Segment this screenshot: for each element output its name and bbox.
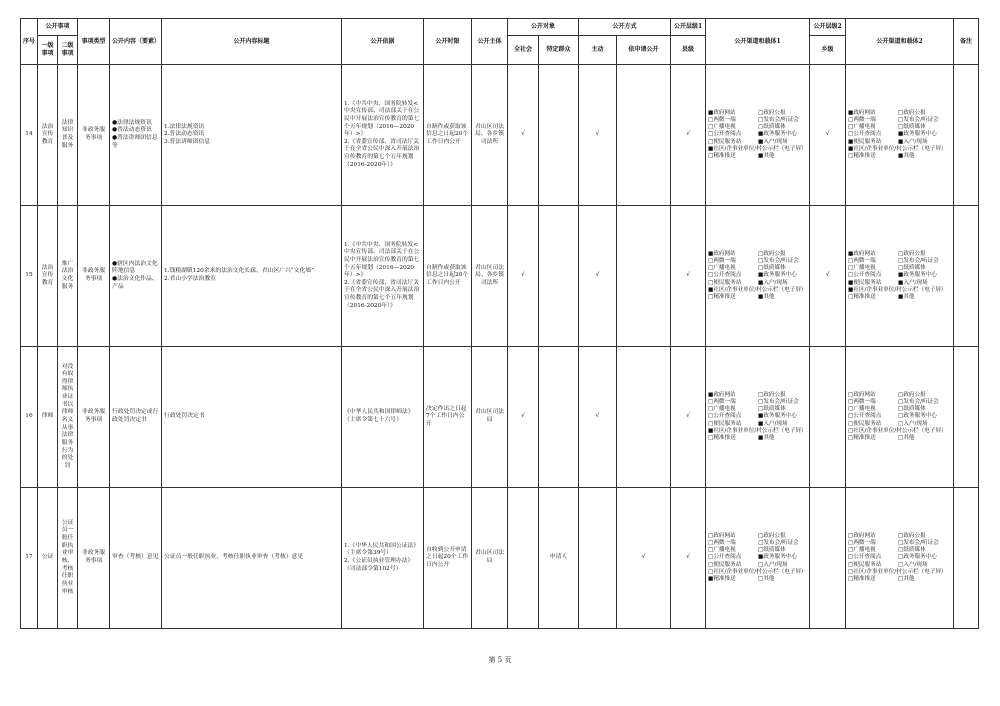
cell-channel2	[846, 488, 954, 629]
channel-line	[848, 554, 951, 561]
channel-line	[708, 576, 807, 583]
channel-option: □政府网站	[848, 532, 876, 539]
channel-option: □政府公报	[898, 109, 926, 116]
cell-basis-line: 1.《中华人民共和国公证法》（主席令第39号）	[344, 542, 420, 557]
cell-content-line: ●辖区内法治文化阵地信息	[112, 260, 158, 275]
channel-option: ■政府网站	[708, 391, 736, 398]
cell-township	[810, 347, 846, 488]
cell-channel2	[846, 347, 954, 488]
channel-option: ■入户/现场	[898, 138, 928, 145]
table-body	[21, 65, 979, 629]
cell-type: 非政务服务事项	[78, 65, 110, 206]
cell-active	[579, 488, 617, 629]
channel-option: □公开查阅点	[708, 272, 742, 279]
cell-active: √	[579, 206, 617, 347]
cell-township: √	[810, 206, 846, 347]
channel-option: ■入户/现场	[898, 279, 928, 286]
cell-basis-line: 2.《省委宣传部、省司法厅关于在全省公民中深入开展法治宣传教育的第七个五年规划（2016-2020年）》	[344, 138, 420, 168]
table-row	[21, 488, 979, 629]
channel-option: ■社区/企事业单位/村公示栏（电子屏）	[708, 145, 807, 152]
channel-line	[848, 392, 951, 399]
cell-county: √	[671, 347, 706, 488]
cell-level1: 法治宣传教育	[38, 65, 58, 206]
channel-line	[848, 110, 951, 117]
cell-specific	[539, 65, 579, 206]
header-type: 事项类型	[78, 19, 110, 65]
channel-option: □两微一端	[848, 257, 876, 264]
channel-line	[848, 435, 951, 442]
channel-option: □纸质媒体	[898, 124, 926, 131]
header-on-request: 依申请公开	[617, 36, 671, 65]
channel-option: □精准推送	[848, 435, 876, 442]
channel-line	[708, 139, 807, 146]
header-content: 公开内容（要素）	[110, 19, 162, 65]
channel-option: □政府公报	[758, 532, 786, 539]
cell-title-line: 1.钱粮湖镇120余米的法治文化长廊、君山区广兴“文化墙”	[164, 268, 315, 275]
cell-channel1	[706, 206, 810, 347]
header-channel1: 公开渠道和载体1	[706, 19, 810, 65]
channel-option: ■入户/现场	[758, 420, 788, 427]
channel-option: □政府公报	[758, 391, 786, 398]
cell-time: 自收到公开申请之日起20个工作日内公开	[424, 488, 472, 629]
channel-option: □政府网站	[708, 532, 736, 539]
channel-line	[708, 110, 807, 117]
channel-line	[848, 139, 951, 146]
channel-option: ■政府网站	[708, 250, 736, 257]
channel-line	[848, 280, 951, 287]
cell-level1: 律师	[38, 347, 58, 488]
channel-line	[708, 272, 807, 279]
channel-option: ■政务服务中心	[758, 554, 797, 561]
cell-content	[110, 347, 162, 488]
cell-type: 非政务服务事项	[78, 206, 110, 347]
cell-on-request	[617, 65, 671, 206]
cell-content-line: 行政处罚决定或行政处罚决定书	[112, 409, 159, 423]
cell-all-society	[508, 488, 539, 629]
cell-time: 自制作或获取该信息之日起20个工作日内公开	[424, 206, 472, 347]
cell-channel1	[706, 65, 810, 206]
channel-option: □政务服务中心	[898, 554, 937, 561]
channel-option: ■政府网站	[848, 250, 876, 257]
channel-option: □两微一端	[708, 539, 736, 546]
channel-option: □纸质媒体	[898, 547, 926, 554]
channel-option: □便民服务站	[708, 561, 742, 568]
channel-option: □发布会/听证会	[758, 116, 799, 123]
channel-option: □发布会/听证会	[758, 539, 799, 546]
channel-option: ■其他	[758, 294, 775, 301]
cell-basis-line: 1.《中共中央、国务院转发<中央宣传部、司法部关于在公民中开展法治宣传教育的第七个五年规划（2016—2020年）>》	[344, 241, 420, 279]
channel-line	[848, 399, 951, 406]
channel-option: □发布会/听证会	[758, 257, 799, 264]
channel-option: ■其他	[758, 435, 775, 442]
cell-content-line: 审查（考核）意见	[112, 554, 159, 561]
channel-option: □发布会/听证会	[758, 398, 799, 405]
header-all-society: 全社会	[508, 36, 539, 65]
cell-basis-line: 2.《省委宣传部、省司法厅关于在全省公民中深入开展法治宣传教育的第七个五年规划（2016-2020年）》	[344, 279, 420, 309]
channel-line	[708, 533, 807, 540]
cell-all-society: √	[508, 65, 539, 206]
channel-option: ■便民服务站	[848, 138, 882, 145]
cell-remark	[954, 488, 979, 629]
header-level2: 二级事项	[58, 36, 78, 65]
header-item-group: 公开事项	[38, 19, 78, 36]
channel-option: ■社区/企事业单位/村公示栏（电子屏）	[848, 145, 947, 152]
channel-line	[708, 562, 807, 569]
header-township: 乡级	[810, 36, 846, 65]
channel-option: □精准推送	[708, 294, 736, 301]
channel-option: □广播电视	[708, 406, 736, 413]
channel-option: ■政务服务中心	[898, 272, 937, 279]
channel-option: □精准推送	[708, 153, 736, 160]
channel-option: □公开查阅点	[708, 554, 742, 561]
cell-basis	[342, 488, 424, 629]
channel-option: ■政府网站	[848, 109, 876, 116]
cell-basis	[342, 65, 424, 206]
cell-basis	[342, 206, 424, 347]
cell-content-line: ●法治文化作品、产品	[112, 276, 158, 290]
header-title: 公开内容标题	[162, 19, 342, 65]
cell-title	[162, 206, 342, 347]
cell-time: 自制作或获取该信息之日起20个工作日内公开	[424, 65, 472, 206]
cell-subject: 君山区司法局	[472, 488, 508, 629]
channel-option: □便民服务站	[708, 279, 742, 286]
cell-type: 非政务服务事项	[78, 488, 110, 629]
channel-option: □公开查阅点	[848, 131, 882, 138]
channel-option: □其他	[758, 576, 775, 583]
channel-option: □政府公报	[898, 391, 926, 398]
channel-option: ■社区/企事业单位/村公示栏（电子屏）	[708, 427, 807, 434]
cell-township: √	[810, 65, 846, 206]
channel-option: □公开查阅点	[848, 272, 882, 279]
channel-option: ■其他	[898, 153, 915, 160]
cell-content-line: ●法律法规资讯	[112, 119, 152, 126]
channel-option: □便民服务站	[708, 420, 742, 427]
channel-option: □广播电视	[708, 547, 736, 554]
cell-channel1	[706, 347, 810, 488]
cell-content	[110, 206, 162, 347]
cell-title-line: 2.普法动态资讯	[164, 131, 205, 138]
channel-option: □广播电视	[848, 265, 876, 272]
header-basis: 公开依据	[342, 19, 424, 65]
channel-option: ■其他	[898, 294, 915, 301]
cell-county: √	[671, 65, 706, 206]
cell-seq: 16	[21, 347, 38, 488]
cell-county: √	[671, 206, 706, 347]
channel-line	[708, 540, 807, 547]
channel-option: □发布会/听证会	[898, 398, 939, 405]
channel-line	[708, 413, 807, 420]
channel-option: ■入户/现场	[758, 138, 788, 145]
channel-option: □精准推送	[848, 294, 876, 301]
channel-option: □广播电视	[848, 547, 876, 554]
channel-line	[848, 251, 951, 258]
channel-option: □纸质媒体	[898, 265, 926, 272]
channel-option: □两微一端	[708, 257, 736, 264]
channel-option: ■政务服务中心	[758, 131, 797, 138]
channel-option: ■政府网站	[708, 109, 736, 116]
table-row	[21, 65, 979, 206]
disclosure-table	[20, 18, 979, 629]
header-remark: 备注	[954, 19, 979, 65]
cell-basis	[342, 347, 424, 488]
channel-option: □发布会/听证会	[898, 257, 939, 264]
channel-line	[708, 131, 807, 138]
channel-line	[708, 117, 807, 124]
cell-on-request	[617, 347, 671, 488]
cell-level2: 对没有取得律师执业证书以律师名义从事法律服务行为的处罚	[58, 347, 78, 488]
channel-option: ■政务服务中心	[758, 272, 797, 279]
cell-title	[162, 488, 342, 629]
header-seq: 序号	[21, 19, 38, 65]
channel-option: □其他	[898, 435, 915, 442]
cell-remark	[954, 65, 979, 206]
channel-option: ■其他	[758, 153, 775, 160]
channel-option: □政府公报	[758, 250, 786, 257]
cell-channel2	[846, 206, 954, 347]
cell-type: 非政务服务事项	[78, 347, 110, 488]
channel-line	[848, 153, 951, 160]
cell-on-request	[617, 206, 671, 347]
channel-option: ■政务服务中心	[758, 413, 797, 420]
cell-county: √	[671, 488, 706, 629]
cell-specific: 申请人	[539, 488, 579, 629]
channel-option: □纸质媒体	[758, 406, 786, 413]
channel-option: □政府公报	[898, 250, 926, 257]
channel-line	[708, 435, 807, 442]
cell-channel2	[846, 65, 954, 206]
cell-channel1	[706, 488, 810, 629]
cell-content-line: ●普法讲师团信息等	[112, 135, 158, 149]
channel-option: □纸质媒体	[758, 547, 786, 554]
cell-township	[810, 488, 846, 629]
channel-line	[848, 576, 951, 583]
channel-option: □纸质媒体	[898, 406, 926, 413]
cell-seq: 17	[21, 488, 38, 629]
channel-option: □发布会/听证会	[898, 539, 939, 546]
header-method-group: 公开方式	[579, 19, 671, 36]
channel-line	[708, 280, 807, 287]
channel-option: ■政务服务中心	[898, 131, 937, 138]
channel-line	[848, 131, 951, 138]
cell-seq: 14	[21, 65, 38, 206]
cell-subject: 君山区司法局、各乡镇司法所	[472, 206, 508, 347]
cell-subject: 君山区司法局	[472, 347, 508, 488]
header-target-group: 公开对象	[508, 19, 579, 36]
channel-option: □政府网站	[848, 391, 876, 398]
header-tier2-group: 公开层级2	[810, 19, 846, 36]
cell-content-line: ●普法动态资讯	[112, 127, 152, 134]
channel-option: ■社区/企事业单位/村公示栏（电子屏）	[708, 286, 807, 293]
table-row	[21, 206, 979, 347]
table-row	[21, 347, 979, 488]
channel-option: □公开查阅点	[708, 413, 742, 420]
channel-line	[708, 392, 807, 399]
channel-option: □广播电视	[708, 124, 736, 131]
channel-option: □发布会/听证会	[898, 116, 939, 123]
channel-option: □入户/现场	[898, 420, 928, 427]
cell-title-line: 3.普法讲师团信息	[164, 138, 211, 145]
cell-title	[162, 65, 342, 206]
table-header	[21, 19, 979, 65]
cell-title	[162, 347, 342, 488]
channel-line	[848, 540, 951, 547]
channel-line	[848, 117, 951, 124]
channel-option: □两微一端	[848, 398, 876, 405]
cell-specific	[539, 206, 579, 347]
channel-option: □精准推送	[848, 576, 876, 583]
cell-level1: 公证	[38, 488, 58, 629]
header-specific: 特定群众	[539, 36, 579, 65]
channel-option: □公开查阅点	[848, 413, 882, 420]
cell-title-line: 2.君山小学法治教室	[164, 276, 216, 282]
channel-option: □公开查阅点	[708, 131, 742, 138]
channel-option: □广播电视	[848, 406, 876, 413]
channel-option: ■精准推送	[708, 576, 736, 583]
channel-option: □两微一端	[708, 398, 736, 405]
cell-level2: 公证员一般任职执业审核、考核任职执业审核	[58, 488, 78, 629]
channel-line	[848, 272, 951, 279]
cell-title-line: 公证员一般任职执业、考核任职执业审查（考核）意见	[164, 554, 304, 561]
channel-line	[848, 421, 951, 428]
channel-option: □纸质媒体	[758, 265, 786, 272]
channel-line	[848, 294, 951, 301]
cell-active: √	[579, 347, 617, 488]
channel-option: □入户/现场	[758, 561, 788, 568]
cell-specific	[539, 347, 579, 488]
channel-line	[848, 562, 951, 569]
cell-active: √	[579, 65, 617, 206]
channel-option: □便民服务站	[848, 561, 882, 568]
channel-option: □入户/现场	[898, 561, 928, 568]
channel-option: □便民服务站	[708, 138, 742, 145]
header-subject: 公开主体	[472, 19, 508, 65]
channel-option: □政务服务中心	[898, 413, 937, 420]
cell-subject: 君山区司法局、各乡镇司法所	[472, 65, 508, 206]
cell-content	[110, 488, 162, 629]
channel-line	[708, 251, 807, 258]
channel-line	[848, 258, 951, 265]
channel-option: □广播电视	[708, 265, 736, 272]
cell-level2: 推广法治文化服务	[58, 206, 78, 347]
channel-option: □政府公报	[898, 532, 926, 539]
channel-line	[708, 554, 807, 561]
cell-title-line: 行政处罚决定书	[164, 413, 205, 420]
channel-line	[708, 153, 807, 160]
channel-option: ■便民服务站	[848, 279, 882, 286]
channel-line	[708, 258, 807, 265]
channel-option: ■入户/现场	[758, 279, 788, 286]
cell-all-society: √	[508, 347, 539, 488]
channel-option: □政府公报	[758, 109, 786, 116]
channel-option: □社区/企事业单位/村公示栏（电子屏）	[848, 568, 947, 575]
channel-line	[848, 533, 951, 540]
cell-basis-line: 1.《中共中央、国务院转发<中央宣传部、司法部关于在公民中开展法治宣传教育的第七个五年规划（2016—2020年）>》	[344, 100, 420, 138]
header-tier1-group: 公开层级1	[671, 19, 706, 36]
channel-option: □便民服务站	[848, 420, 882, 427]
cell-time: 决定作出之日起7个工作日内公开	[424, 347, 472, 488]
channel-line	[708, 399, 807, 406]
channel-option: □社区/企事业单位/村公示栏（电子屏）	[708, 568, 807, 575]
channel-option: □精准推送	[848, 153, 876, 160]
page-number: 第 5 页	[488, 656, 512, 664]
cell-all-society: √	[508, 206, 539, 347]
channel-line	[848, 413, 951, 420]
cell-level1: 法治宣传教育	[38, 206, 58, 347]
header-channel2: 公开渠道和载体2	[846, 19, 954, 65]
cell-title-line: 1.法律法规资讯	[164, 123, 205, 130]
channel-option: □公开查阅点	[848, 554, 882, 561]
channel-line	[708, 294, 807, 301]
header-time: 公开时限	[424, 19, 472, 65]
channel-option: □社区/企事业单位/村公示栏（电子屏）	[848, 427, 947, 434]
header-level1: 一级事项	[38, 36, 58, 65]
header-active: 主动	[579, 36, 617, 65]
channel-option: □两微一端	[848, 539, 876, 546]
channel-option: □其他	[898, 576, 915, 583]
cell-basis-line: 《中华人民共和国律师法》（主席令第七十六号）	[344, 409, 414, 423]
cell-basis-line: 2.《公证员执业管理办法》（司法部令第102号）	[344, 558, 414, 572]
cell-content	[110, 65, 162, 206]
channel-option: □精准推送	[708, 435, 736, 442]
channel-option: □广播电视	[848, 124, 876, 131]
cell-remark	[954, 347, 979, 488]
channel-option: □两微一端	[848, 116, 876, 123]
channel-option: □两微一端	[708, 116, 736, 123]
channel-line	[708, 421, 807, 428]
cell-remark	[954, 206, 979, 347]
cell-level2: 法律知识普及服务	[58, 65, 78, 206]
header-county: 县级	[671, 36, 706, 65]
cell-on-request: √	[617, 488, 671, 629]
channel-option: □纸质媒体	[758, 124, 786, 131]
channel-option: ■社区/企事业单位/村公示栏（电子屏）	[848, 286, 947, 293]
cell-seq: 15	[21, 206, 38, 347]
